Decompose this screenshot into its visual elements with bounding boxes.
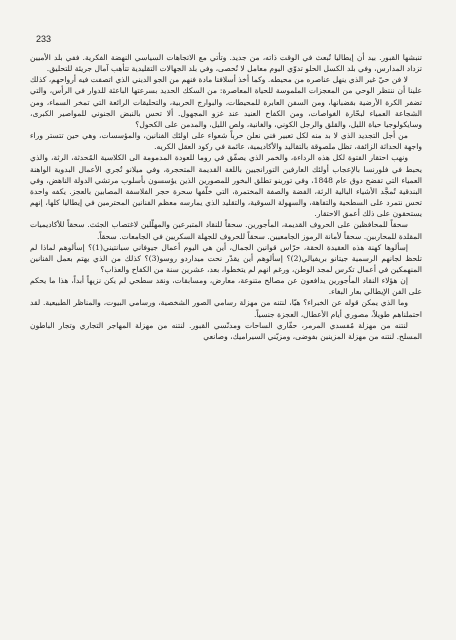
paragraph: لنتنه من مهزلة مُفسدي المرمر، حفّاري الساحات ومدنّسي القبور. لنتنه من مهزلة المهاجر التجاري وتجار الباطون المسلح. لنتنه من مهزلة المزينين بفوضى، ومزيّني السيراميك، وصانعي <box>30 320 422 341</box>
paragraph: لا فن حيّ غير الذي ينهل عناصره من محيطه. وكما أخذ أسلافنا مادة فنهم من الجو الديني الذي اتصفت فيه أرواحهم، كذلك علينا أن ننتظر الوحي من المعجزات الملموسة للحياة المعاصرة: من السكك الحديد بسرعتها الباعثة للدوار في الرأس، والتي تضفر الكرة الأرضية بقضبانها، ومن السفن العابرة للمحيطات، والبوارج الحربية، والتحليقات الرائعة التي تمخر السماء، ومن الشجاعة العمياء لبحّارة الغواصات، ومن الكفاح العنيد عند غزو المجهول. ألا تحس بالنبض الجنوني للمواصير الكبرى، وسايكولوجيا حياة الليل، والقلق والرجل الكوني، والغانية، ولص الليل، والمدمن على الكحول؟ <box>30 75 422 129</box>
paragraph: ونهب احتقار الفتوة لكل هذه الرداءة، والخمر الذي يصفّق في روما للعودة المدمومة الى الكلاسية المُحدثة، الرثة، والذي يحبط في فلورنسا بالإعجاب أولئك العارفين التورانجيين باللغة القديمة المتحجرة، وفي ميلانو تُجري الأعمال البدوية الواهنة العمياء التي تفضح دوق عام 1848، وفي تورينو تطلق البخور للمصورين الذين يؤسسون بأسلوب مرتشي الدولة الناهض، وفي البندقية تُمجَّد الأشياء البالية الرثة، الفضة والصفة المختمرة، التي خلّفها سحرة حجر الفلاسفة المصابين بالعجز. يكفه واحدة تحس نتمرد على السطحية والتفاهة، والسهولة السوقية، والتقليد الذي يمارسه معظم الفنانين المحترمين في إيطاليا كلها، إنهم يستحقون على ذلك أعمق الاحتقار. <box>30 153 422 219</box>
page-number: 233 <box>36 34 52 44</box>
paragraph: سحقاً للمحافظين على الحروف القديمة، المأجورين. سحقاً للنقاد المتبرعين والمهلّلين لاغتصاب الجثث. سحقاً للأكاديميات المقلدة للمحاربين. سحقاً لأمانة الرموز الجامعيين. سحقاً للحروف للجهلة السكريين في الجامعات. سحقاً. <box>30 220 422 241</box>
paragraph: تنبشها القبور. بيد أن إيطاليا تُبعث في الوقت ذاته، من جديد. وتأتي مع الاتجاهات السياسي النهضة الفكرية. ففي بلد الأميين تزداد المدارس، وفي بلد الكسل الحلو تدوّي اليوم معامل لا تُحصى، وفي بلد الجهالات التقليدية تتأهب آمال جريئة للتحليق. <box>30 53 422 74</box>
paragraph: إن هؤلاء النقاد المأجورين يدافعون عن مصالح متنوعة، معارض، ومسابقات، ونقد سطحي لم يكن نزيهاً أبداً، هذا ما يحكم على الفن الإيطالي بعار البغاء. <box>30 276 422 297</box>
paragraph: وما الذي يمكن قوله عن الخبراء؟ هيّا، لنتنه من مهزلة رسامي الصور الشخصية، ورسامي البيوت، والمناظر الطبيعية. لقد احتملناهم طويلاً، مصوري أيام الأعطال، العجزة جنسياً. <box>30 298 422 319</box>
paragraph: من أجل التجديد الذي لا بد منه لكل تعبير فني نعلن حرباً شعواء على اولئك الفنانين، والمؤسسات، وهي حين تتستر وراء واجهة الحداثة الزائفة، تظل ملصوقة بالتقاليد والأكاديمية، عائمة في ركود العقل الكريه. <box>30 131 422 152</box>
paragraph: إسألوها كهنة هذه العقيدة الحقة، حرّاس قوانين الجمال، أين هي اليوم أعمال جيوفاني سيانتيني(1)؟ إسألوهم لماذا لم تلحظ لجانهم الرسمية جيتانو بريفيالي(2)؟ إسألوهم أين يقدّر نحت ميداردو روسو(3)؟ كذلك من الذي يهتم بعمل الفنانين المنهمكين في أعمال تكرس لمجد الوطن، ورغم انهم لم يتخطوا، بعد، عشرين سنة من الكفاح والعذاب؟ <box>30 242 422 274</box>
article-body <box>30 52 422 342</box>
